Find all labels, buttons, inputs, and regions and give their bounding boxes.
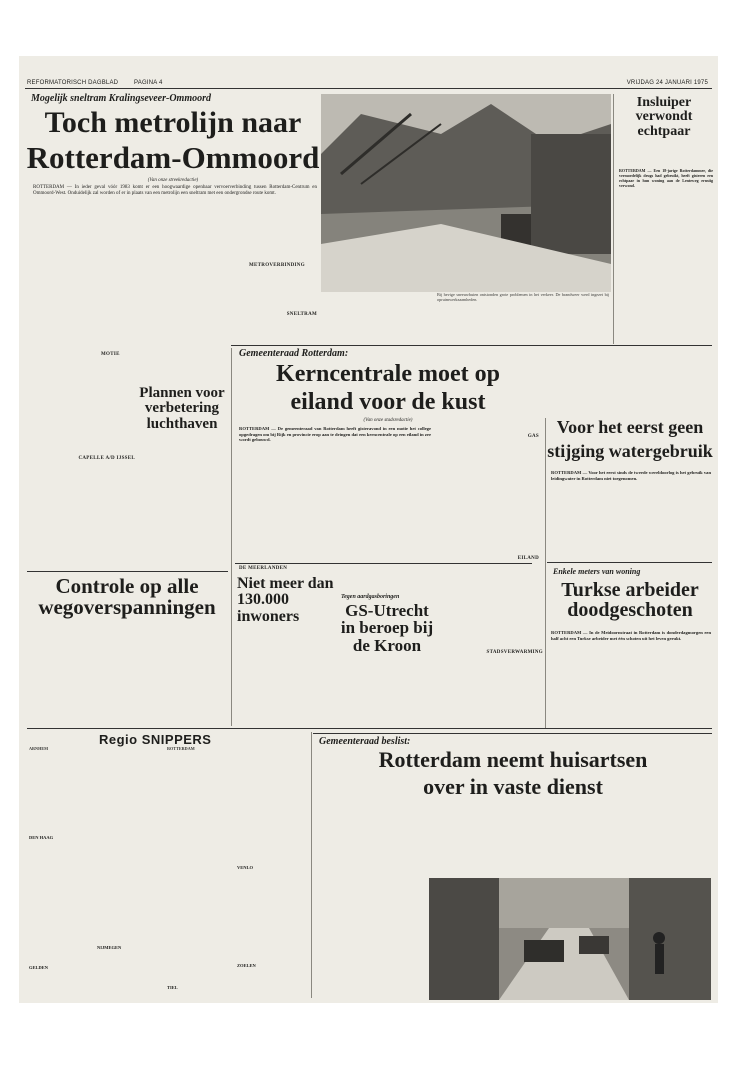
column-rule	[231, 348, 232, 726]
kern-byline: (Van onze stadsredactie)	[363, 418, 413, 423]
gs-headline-1: GS-Utrecht	[345, 601, 429, 620]
turkse-body-col1	[551, 664, 629, 728]
meerlanden-rule	[235, 563, 532, 564]
snip-nijmegen: NIJMEGEN	[97, 945, 122, 950]
meerlanden-headline-1: Niet meer dan	[237, 575, 334, 592]
snip-tiel: TIEL	[167, 985, 178, 990]
kern-body-col2	[339, 458, 435, 558]
meerlanden-headline-2: 130.000 inwoners	[237, 591, 300, 625]
street-photo	[429, 878, 711, 1000]
huis-kicker: Gemeenteraad beslist:	[319, 736, 411, 747]
metro-subhead-sneltram: SNELTRAM	[286, 312, 317, 317]
metro-subhead-metroverbinding: METROVERBINDING	[249, 263, 305, 268]
water-lead: ROTTERDAM — Voor het eerst sinds de tweede wereldoorlog is het gebruik van leidingwater in Rotterdam niet toegenomen.	[551, 470, 711, 481]
water-body	[551, 496, 711, 552]
snip-arnhem: ARNHEM	[29, 746, 49, 751]
snip-rotterdam: ROTTERDAM	[167, 746, 195, 751]
column-rule	[545, 418, 546, 728]
plannen-headline-2: verbetering	[144, 400, 220, 417]
page-number: PAGINA 4	[134, 80, 163, 86]
metro-body-col3	[223, 210, 319, 345]
snip-venlo: VENLO	[237, 865, 254, 870]
metro-subhead-motie: MOTIE	[101, 352, 120, 357]
metro-kicker: Mogelijk sneltram Kralingseveer-Ommoord	[31, 93, 211, 104]
controle-body-col1	[29, 636, 123, 736]
gs-headline-3: de Kroon	[352, 635, 422, 655]
controle-headline-2: wegoverspanningen	[38, 595, 216, 620]
huis-body-col1	[317, 806, 413, 996]
snippers-title: Regio SNIPPERS	[99, 732, 212, 747]
kern-body-col3	[439, 428, 543, 658]
snip-zoelen: ZOELEN	[237, 963, 256, 968]
huis-rule	[313, 733, 712, 734]
insluiper-headline-1: Insluiper	[636, 95, 692, 110]
kern-body-col1	[239, 458, 335, 558]
huis-headline-1: Rotterdam neemt huisartsen	[378, 747, 648, 772]
kern-subhead-eiland: EILAND	[517, 556, 539, 561]
issue-date: VRIJDAG 24 JANUARI 1975	[626, 80, 708, 86]
snip-denhaag: DEN HAAG	[29, 835, 54, 840]
metro-body-col2	[125, 210, 217, 322]
insluiper-body	[619, 186, 711, 386]
turkse-lead: ROTTERDAM — In de Meidoornstraat in Rotterdam is donderdagmorgen een half acht een Turkse arbeider met één schoten uit het leven gerukt.	[551, 630, 711, 641]
masthead-rule	[25, 88, 712, 89]
insluiper-lead: ROTTERDAM — Een 18-jarige Rotterdammer, die vermoedelijk drugs had gebruikt, heeft gisteren een echtpaar in hun woning aan de Lenteweg ernstig verwond.	[619, 168, 713, 188]
controle-rule	[27, 571, 228, 572]
photo-caption: Bij hevige sneeuwbuien ontstonden grote problemen in het verkeer. De brandweer werd ingezet bij opruimwerkzaamheden.	[437, 292, 609, 303]
kern-kicker: Gemeenteraad Rotterdam:	[239, 348, 349, 359]
street-photo-image	[429, 878, 711, 1000]
snow-photo-image	[321, 94, 611, 292]
plannen-headline-3: luchthaven	[146, 415, 218, 432]
turkse-headline-1: Turkse arbeider	[561, 579, 699, 601]
snippers-col2	[97, 752, 163, 992]
gs-body	[339, 668, 435, 728]
meerlanden-body	[239, 618, 335, 726]
metro-headline-1: Toch metrolijn naar	[44, 106, 302, 139]
metro-body-col1	[33, 210, 125, 420]
kern-headline-1: Kerncentrale moet op	[276, 361, 500, 387]
snip-gelden: GELDEN	[29, 965, 49, 970]
plannen-body	[135, 454, 229, 574]
plannen-headline-1: Plannen voor	[139, 385, 225, 401]
insluiper-headline-3: echtpaar	[637, 123, 691, 139]
snippers-col3	[167, 746, 233, 996]
kern-lead: ROTTERDAM — De gemeenteraad van Rotterdam heeft gisteravond in een motie het college opgedragen om bij Rijk en provincie erop aan te dringen dat een kerncentrale op een eiland in zee wordt gebouwd.	[239, 426, 431, 443]
column-rule	[613, 94, 614, 344]
kern-headline-2: eiland voor de kust	[290, 389, 486, 415]
huis-body-col3	[517, 806, 613, 876]
insluiper-headline-2: verwondt	[635, 109, 693, 125]
gs-kicker: Tegen aardgasboringen	[341, 594, 400, 600]
metro-headline-2: Rotterdam-Ommoord	[26, 140, 320, 175]
metro-lead: ROTTERDAM — In ieder geval vóór 1983 komt er een hoogwaardige openbaar vervoerverbinding tussen Rotterdam-Centrum en Ommoord-West. Onduidelijk zal worden of er in plaats van een metrolijn een sneltram met een ondergrondse route komt.	[33, 185, 317, 196]
turkse-kicker: Enkele meters van woning	[553, 567, 641, 576]
water-headline-2: stijging watergebruik	[547, 441, 713, 461]
huis-subhead-stadsverwarming: STADSVERWARMING	[486, 650, 543, 655]
huis-headline-2: over in vaste dienst	[423, 774, 603, 799]
snippers-rule	[27, 728, 712, 729]
meerlanden-section: DE MEERLANDEN	[239, 566, 288, 571]
column-rule	[311, 732, 312, 998]
turkse-headline-2: doodgeschoten	[567, 599, 693, 622]
controle-body-col2	[127, 636, 227, 736]
gs-headline-2: in beroep bij	[340, 618, 434, 638]
newspaper-page	[19, 56, 718, 1003]
snow-photo	[321, 94, 611, 292]
kern-subhead-gas: GAS	[527, 434, 539, 439]
kern-rule	[231, 345, 712, 346]
turkse-rule	[547, 562, 712, 563]
metro-byline: (Van onze streekredactie)	[147, 178, 199, 183]
metro-subhead-capelle: CAPELLE A/D IJSSEL	[78, 456, 135, 461]
paper-name: REFORMATORISCH DAGBLAD	[27, 80, 119, 86]
water-headline-1: Voor het eerst geen	[556, 417, 704, 437]
controle-headline-1: Controle op alle	[55, 574, 199, 598]
